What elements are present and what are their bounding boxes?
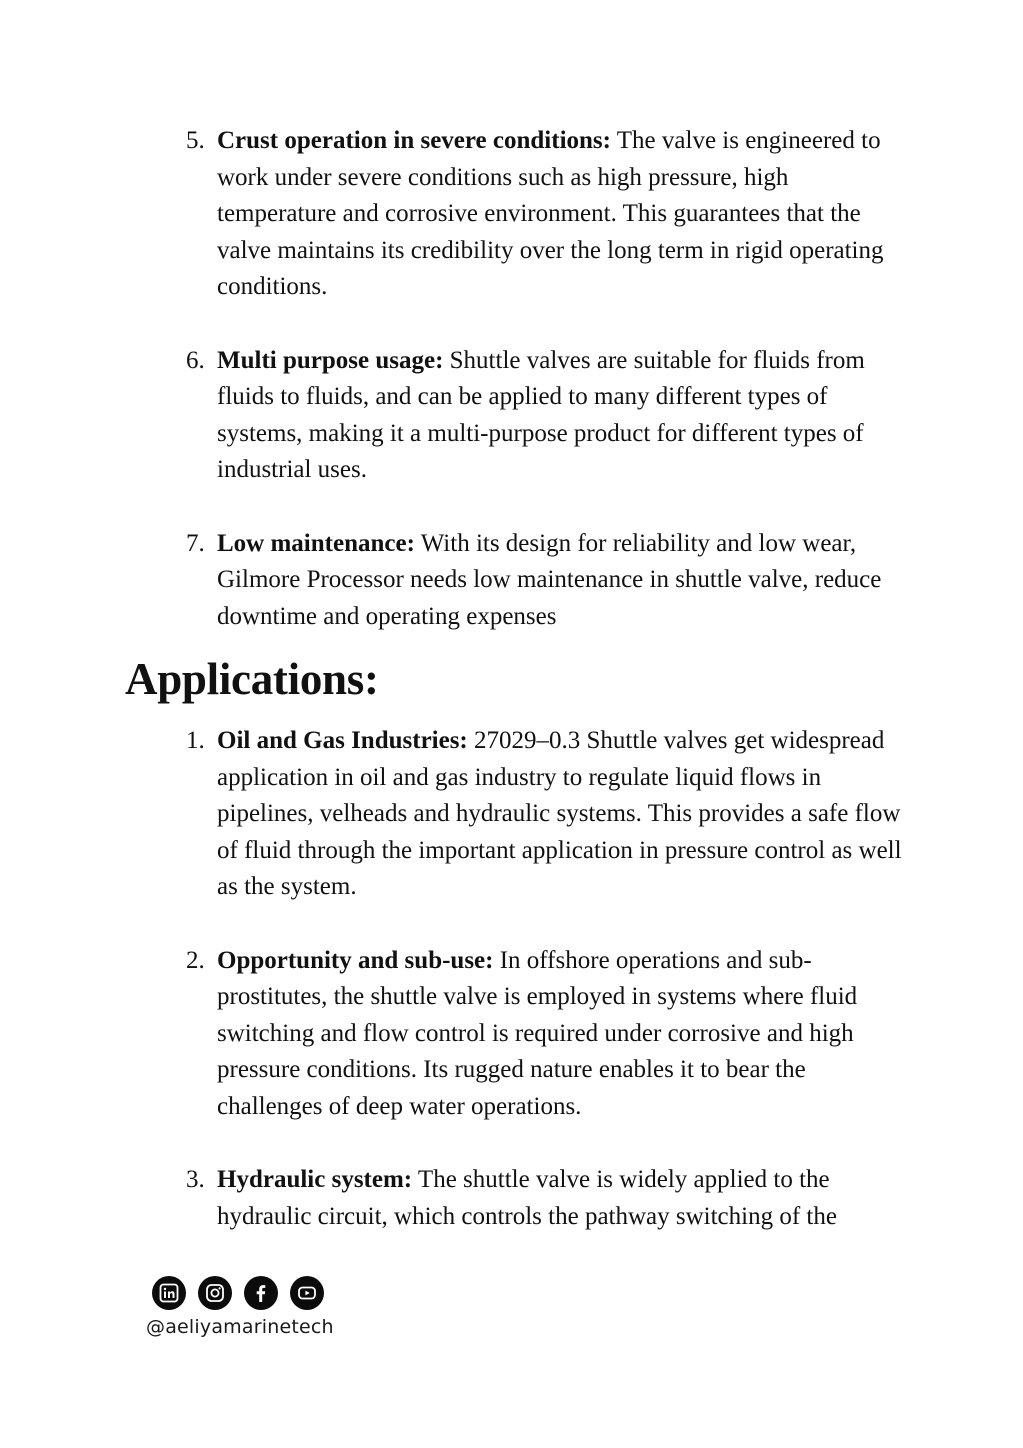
list-item — [0, 123, 1023, 306]
list-item — [0, 343, 1023, 489]
item-title: Opportunity and sub-use: — [217, 946, 494, 974]
applications-heading: Applications: — [125, 654, 379, 704]
item-text: The shuttle valve is widely applied to the hydraulic circuit, which controls the pathway switching of the — [217, 1166, 837, 1230]
social-icons — [152, 1276, 324, 1310]
item-title: Low maintenance: — [217, 529, 415, 557]
list-item — [0, 943, 1023, 1126]
item-number: 7. — [186, 529, 205, 557]
item-number: 6. — [186, 346, 205, 374]
item-number: 1. — [186, 727, 205, 754]
facebook-icon[interactable] — [244, 1276, 278, 1310]
item-title: Hydraulic system: — [217, 1166, 413, 1194]
item-text: The valve is engineered to work under severe conditions such as high pressure, high temperature and corrosive environment. This guarantees that the valve maintains its credibility over the long term in rigid operating conditions. — [217, 127, 884, 301]
features-list — [0, 123, 1023, 635]
item-title: Oil and Gas Industries: — [217, 727, 468, 754]
social-handle[interactable]: @aeliyamarinetech — [146, 1316, 334, 1338]
list-item — [0, 526, 1023, 636]
item-text: In offshore operations and sub-prostitutes, the shuttle valve is employed in systems where fluid switching and flow control is required under corrosive and high pressure conditions. Its rugged nature enables it to bear the challenges of deep water operations. — [217, 946, 858, 1120]
item-title: Multi purpose usage: — [217, 346, 444, 374]
instagram-icon[interactable] — [198, 1276, 232, 1310]
item-number: 5. — [186, 127, 205, 154]
item-number: 2. — [186, 946, 205, 974]
linkedin-icon[interactable] — [152, 1276, 186, 1310]
applications-list — [0, 723, 1023, 1235]
item-text: With its design for reliability and low wear, Gilmore Processor needs low maintenance in shuttle valve, reduce downtime and operating expenses — [217, 529, 882, 630]
item-text: Shuttle valves are suitable for fluids from fluids to fluids, and can be applied to many different types of systems, making it a multi-purpose product for different types of industrial uses. — [217, 346, 865, 484]
item-number: 3. — [186, 1166, 205, 1194]
youtube-icon[interactable] — [290, 1276, 324, 1310]
item-title: Crust operation in severe conditions: — [217, 127, 611, 154]
list-item — [0, 723, 1023, 906]
item-text: 27029–0.3 Shuttle valves get widespread application in oil and gas industry to regulate liquid flows in pipelines, velheads and hydraulic systems. This provides a safe flow of fluid through the important application in pressure control as well as the system. — [217, 727, 902, 901]
list-item — [0, 1162, 1023, 1235]
